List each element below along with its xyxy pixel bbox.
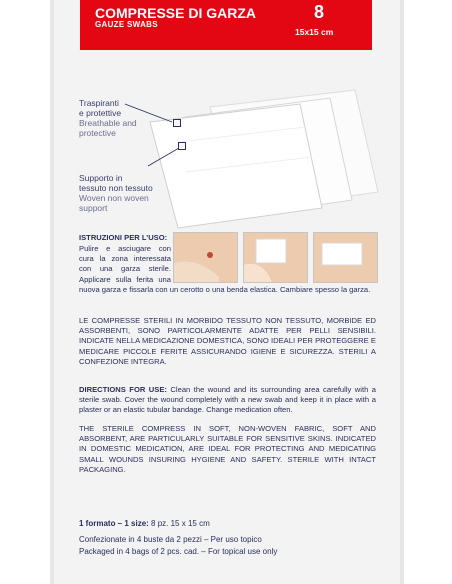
product-subtitle: GAUZE SWABS: [95, 20, 158, 29]
breathable-it-line2: e protettive: [79, 108, 122, 118]
breathable-en-line2: protective: [79, 128, 116, 138]
description-en: THE STERILE COMPRESS IN SOFT, NON-WOVEN FABRIC, SOFT AND ABSORBENT, ARE PARTICULARLY SUITABLE FOR SENSITIVE SKINS. INDICATED IN DOMESTIC MEDICATION, ARE IDEAL FOR PROTECTING AND MEDICATING SMALL WOUNDS INSURING HYGIENE AND SAFETY. STERILE WITH INTACT PACKAGING.: [79, 424, 376, 474]
breathable-it-line1: Traspiranti: [79, 98, 119, 108]
support-en-line2: support: [79, 203, 108, 213]
callout-breathable: [79, 98, 137, 138]
directions-en-heading: DIRECTIONS FOR USE:: [79, 385, 167, 394]
support-it-line1: Supporto in: [79, 173, 123, 183]
support-en-line1: Woven non woven: [79, 193, 149, 203]
pack-info-it: Confezionate in 4 buste da 2 pezzi – Per uso topico: [79, 535, 262, 544]
pack-info-en: Packaged in 4 bags of 2 pcs. cad. – For topical use only: [79, 547, 278, 556]
pack-size: 15x15 cm: [295, 27, 334, 37]
instructions-it-heading: ISTRUZIONI PER L’USO:: [79, 233, 168, 242]
format-value: 8 pz. 15 x 15 cm: [148, 519, 210, 528]
instructions-it-text: Pulire e asciugare con cura la zona interessata con una garza sterile. Applicare sulla ferita una nuova garza e fissarla con un cerotto o una benda elastica. Cambiare spesso la garza.: [79, 244, 371, 294]
format-line: [79, 519, 210, 528]
instructions-it-block: [79, 244, 376, 314]
description-it: LE COMPRESSE STERILI IN MORBIDO TESSUTO NON TESSUTO, MORBIDE ED ASSORBENTI, SONO PARTICOLARMENTE ADATTE PER PELLI SENSIBILI. INDICATE NELLA MEDICAZIONE DOMESTICA, SONO IDEALI PER PROTEGGERE E MEDICARE PICCOLE FERITE ASSICURANDO IGIENE E SICUREZZA. STERILI A CONFEZIONE INTEGRA.: [79, 316, 376, 366]
callout-marker-support: [178, 142, 186, 150]
directions-en: [79, 385, 376, 416]
directions-en-text: Clean the wound and its surrounding area carefully with a sterile swab. Cover the wound completely with a new swab and keep it in place with a plaster or an elastic tubular bandage. Change medication often.: [79, 385, 376, 415]
product-title: COMPRESSE DI GARZA: [95, 5, 257, 21]
format-label: 1 formato – 1 size:: [79, 519, 149, 528]
support-it-line2: tessuto non tessuto: [79, 183, 153, 193]
breathable-en-line1: Breathable and: [79, 118, 137, 128]
pack-count: 8: [314, 2, 325, 22]
callout-support: [79, 173, 153, 213]
callout-marker-breathable: [173, 119, 181, 127]
